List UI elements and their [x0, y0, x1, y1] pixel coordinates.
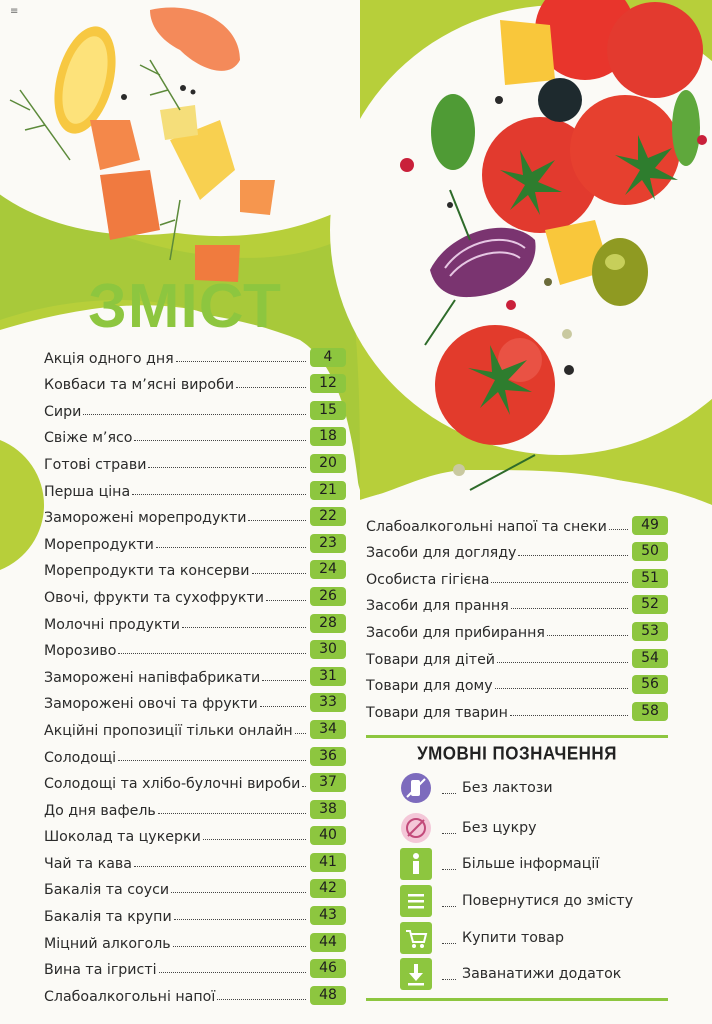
- legend-title: УМОВНІ ПОЗНАЧЕННЯ: [417, 743, 617, 764]
- page-title: ЗМІСТ: [88, 272, 282, 341]
- toc-entry-label: Засоби для прання: [366, 598, 509, 615]
- page-number-badge[interactable]: 31: [310, 667, 346, 686]
- toc-entry-label: Акційні пропозиції тільки онлайн: [44, 722, 293, 739]
- toc-entry-label: Заморожені напівфабрикати: [44, 669, 261, 686]
- toc-entry[interactable]: [44, 822, 346, 849]
- leader-dots: [174, 919, 306, 920]
- toc-entry[interactable]: [44, 556, 346, 583]
- page-number-badge[interactable]: 42: [310, 879, 346, 898]
- toc-entry-label: Заморожені овочі та фрукти: [44, 696, 258, 713]
- page-number-badge[interactable]: 53: [632, 622, 668, 641]
- leader-dots: [491, 582, 628, 583]
- toc-entry-label: Товари для дому: [366, 678, 493, 695]
- toc-entry-label: Солодощі та хлібо-булочні вироби: [44, 776, 301, 793]
- menu-icon[interactable]: ≡: [10, 6, 19, 17]
- leader-dots: [248, 520, 306, 521]
- page-number-badge[interactable]: 26: [310, 587, 346, 606]
- leader-dots: [442, 833, 456, 834]
- toc-entry-label: Засоби для догляду: [366, 545, 517, 562]
- toc-entry-label: Вина та ігристі: [44, 962, 157, 979]
- toc-entry[interactable]: [44, 742, 346, 769]
- page-number-badge[interactable]: 37: [310, 773, 346, 792]
- toc-entry[interactable]: [366, 511, 668, 538]
- toc-entry-label: До дня вафель: [44, 802, 156, 819]
- toc-entry-label: Перша ціна: [44, 483, 131, 500]
- toc-entry[interactable]: [44, 476, 346, 503]
- page-number-badge[interactable]: 44: [310, 933, 346, 952]
- toc-entry[interactable]: [44, 449, 346, 476]
- leader-dots: [295, 733, 306, 734]
- page-number-badge[interactable]: 34: [310, 720, 346, 739]
- page-number-badge[interactable]: 22: [310, 507, 346, 526]
- toc-entry-label: Акція одного дня: [44, 350, 174, 367]
- legend-label: Заванатижи додаток: [462, 966, 622, 982]
- leader-dots: [173, 946, 306, 947]
- leader-dots: [158, 813, 306, 814]
- page-number-badge[interactable]: 12: [310, 374, 346, 393]
- toc-entry-label: Готові страви: [44, 456, 147, 473]
- legend-label: Без лактози: [462, 780, 553, 796]
- sugar-free-icon: [400, 812, 432, 844]
- back-to-contents-icon: [400, 885, 432, 917]
- download-app-icon: [400, 958, 432, 990]
- toc-entry-label: Бакалія та крупи: [44, 909, 172, 926]
- toc-entry-label: Заморожені морепродукти: [44, 510, 247, 527]
- leader-dots: [156, 547, 306, 548]
- toc-entry-label: Морепродукти та консерви: [44, 563, 250, 580]
- legend-item-info: [400, 848, 599, 880]
- toc-entry[interactable]: [44, 928, 346, 955]
- page-number-badge[interactable]: 23: [310, 534, 346, 553]
- legend-label: Купити товар: [462, 930, 564, 946]
- cart-icon: [400, 922, 432, 954]
- leader-dots: [510, 715, 628, 716]
- legend-bottom-rule: [366, 998, 668, 1001]
- toc-entry[interactable]: [44, 423, 346, 450]
- toc-entry[interactable]: [44, 795, 346, 822]
- toc-entry-label: Слабоалкогольні напої: [44, 988, 216, 1005]
- toc-entry[interactable]: [44, 769, 346, 796]
- leader-dots: [262, 680, 306, 681]
- page-number-badge[interactable]: 49: [632, 516, 668, 535]
- toc-entry[interactable]: [366, 564, 668, 591]
- leader-dots: [83, 414, 306, 415]
- toc-entry[interactable]: [366, 617, 668, 644]
- toc-entry-label: Засоби для прибирання: [366, 624, 545, 641]
- page-number-badge[interactable]: 52: [632, 595, 668, 614]
- page-number-badge[interactable]: 46: [310, 959, 346, 978]
- leader-dots: [609, 529, 628, 530]
- page-number-badge[interactable]: 43: [310, 906, 346, 925]
- toc-entry-label: Морепродукти: [44, 536, 154, 553]
- toc-entry[interactable]: [366, 671, 668, 698]
- info-icon: [400, 848, 432, 880]
- toc-entry[interactable]: [44, 689, 346, 716]
- leader-dots: [148, 467, 306, 468]
- toc-entry-label: Свіже м’ясо: [44, 430, 133, 447]
- page-number-badge[interactable]: 21: [310, 481, 346, 500]
- leader-dots: [518, 555, 628, 556]
- leader-dots: [176, 361, 306, 362]
- leader-dots: [442, 793, 456, 794]
- page-number-badge[interactable]: 54: [632, 649, 668, 668]
- page-number-badge[interactable]: 36: [310, 747, 346, 766]
- leader-dots: [217, 999, 306, 1000]
- toc-entry[interactable]: [366, 644, 668, 671]
- legend-item-cart: [400, 922, 564, 954]
- leader-dots: [547, 635, 628, 636]
- leader-dots: [118, 653, 306, 654]
- leader-dots: [134, 866, 306, 867]
- leader-dots: [442, 943, 456, 944]
- toc-list-left: [44, 343, 346, 1008]
- toc-entry-label: Товари для тварин: [366, 704, 508, 721]
- page-number-badge[interactable]: 38: [310, 800, 346, 819]
- toc-entry[interactable]: [366, 538, 668, 565]
- page-number-badge[interactable]: 24: [310, 560, 346, 579]
- legend-label: Повернутися до змісту: [462, 893, 634, 909]
- page-number-badge[interactable]: 48: [310, 986, 346, 1005]
- toc-entry-label: Особиста гігієна: [366, 571, 490, 588]
- leader-dots: [442, 906, 456, 907]
- toc-entry[interactable]: [44, 529, 346, 556]
- toc-entry-label: Чай та кава: [44, 855, 132, 872]
- legend-item-back-to-contents: [400, 885, 633, 917]
- legend-item-sugar-free: [400, 812, 537, 844]
- toc-entry[interactable]: [44, 370, 346, 397]
- toc-list-right: [366, 511, 668, 724]
- leader-dots: [260, 706, 306, 707]
- page-number-badge[interactable]: 50: [632, 542, 668, 561]
- leader-dots: [134, 440, 306, 441]
- leader-dots: [132, 494, 306, 495]
- leader-dots: [442, 979, 456, 980]
- legend-item-download-app: [400, 958, 621, 990]
- page-number-badge[interactable]: 28: [310, 614, 346, 633]
- toc-entry-label: Морозиво: [44, 643, 117, 660]
- legend-top-rule: [366, 735, 668, 738]
- page-number-badge[interactable]: 4: [310, 348, 346, 367]
- toc-entry-label: Солодощі: [44, 749, 117, 766]
- leader-dots: [171, 892, 306, 893]
- leader-dots: [159, 972, 306, 973]
- toc-entry[interactable]: [44, 503, 346, 530]
- page-number-badge[interactable]: 40: [310, 826, 346, 845]
- page-number-badge[interactable]: 15: [310, 401, 346, 420]
- page-number-badge[interactable]: 51: [632, 569, 668, 588]
- toc-entry[interactable]: [44, 609, 346, 636]
- leader-dots: [266, 600, 306, 601]
- leader-dots: [252, 573, 307, 574]
- legend-label: Більше інформації: [462, 856, 600, 872]
- leader-dots: [302, 786, 306, 787]
- toc-entry[interactable]: [44, 343, 346, 370]
- toc-entry[interactable]: [44, 981, 346, 1008]
- leader-dots: [442, 869, 456, 870]
- toc-entry[interactable]: [366, 697, 668, 724]
- toc-entry-label: Овочі, фрукти та сухофрукти: [44, 589, 264, 606]
- toc-entry[interactable]: [44, 396, 346, 423]
- toc-entry[interactable]: [44, 848, 346, 875]
- page-number-badge[interactable]: 18: [310, 427, 346, 446]
- toc-entry[interactable]: [44, 662, 346, 689]
- legend-item-lactose-free: [400, 772, 553, 804]
- leader-dots: [236, 387, 306, 388]
- legend-label: Без цукру: [462, 820, 537, 836]
- page-number-badge[interactable]: 30: [310, 640, 346, 659]
- page-number-badge[interactable]: 58: [632, 702, 668, 721]
- toc-entry[interactable]: [44, 901, 346, 928]
- leader-dots: [182, 627, 306, 628]
- leader-dots: [511, 608, 628, 609]
- leader-dots: [497, 662, 628, 663]
- toc-entry-label: Товари для дітей: [366, 651, 496, 668]
- page-number-badge[interactable]: 56: [632, 675, 668, 694]
- toc-entry[interactable]: [44, 582, 346, 609]
- toc-entry[interactable]: [44, 955, 346, 982]
- toc-entry[interactable]: [44, 715, 346, 742]
- page-number-badge[interactable]: 33: [310, 693, 346, 712]
- toc-entry[interactable]: [44, 875, 346, 902]
- toc-entry-label: Бакалія та соуси: [44, 882, 170, 899]
- leader-dots: [203, 839, 306, 840]
- leader-dots: [118, 760, 306, 761]
- toc-entry[interactable]: [366, 591, 668, 618]
- leader-dots: [495, 688, 628, 689]
- lactose-free-icon: [400, 772, 432, 804]
- toc-entry-label: Міцний алкоголь: [44, 935, 171, 952]
- page-number-badge[interactable]: 41: [310, 853, 346, 872]
- toc-entry-label: Сири: [44, 403, 82, 420]
- toc-entry-label: Молочні продукти: [44, 616, 181, 633]
- toc-entry-label: Ковбаси та м’ясні вироби: [44, 377, 235, 394]
- toc-entry-label: Шоколад та цукерки: [44, 829, 201, 846]
- toc-entry[interactable]: [44, 636, 346, 663]
- toc-entry-label: Слабоалкогольні напої та снеки: [366, 518, 607, 535]
- page-number-badge[interactable]: 20: [310, 454, 346, 473]
